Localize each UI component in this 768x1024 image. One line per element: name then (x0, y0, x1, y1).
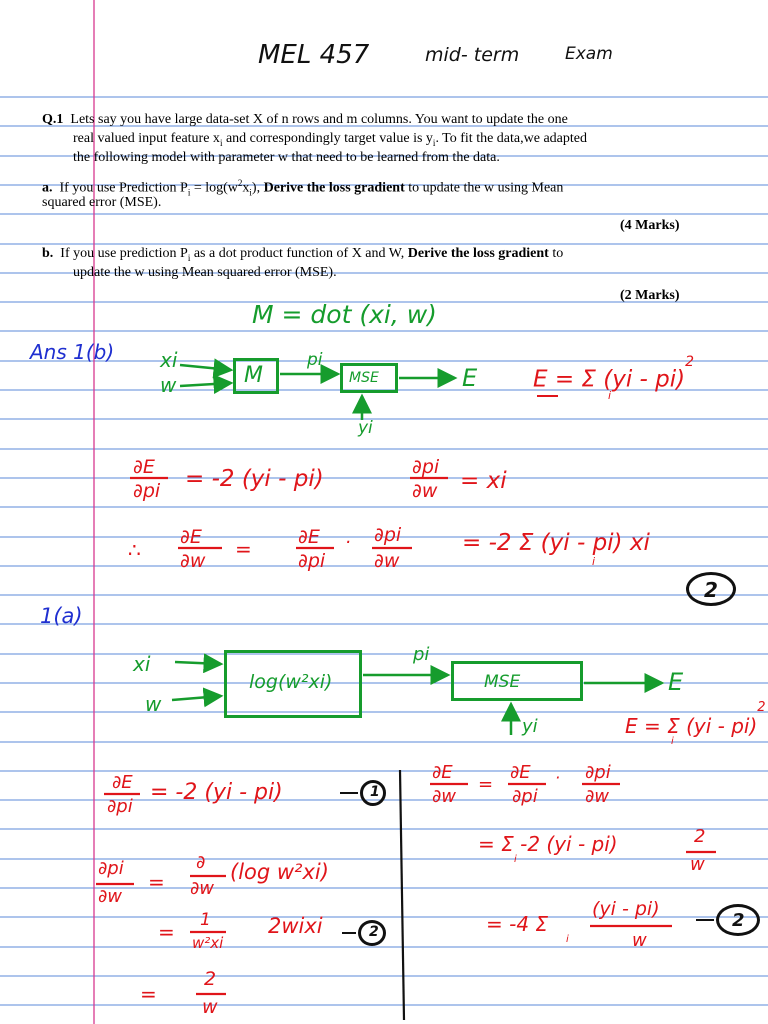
a-eq3-frac-den: w²xi (192, 934, 224, 952)
sub-i: i (219, 137, 223, 148)
intro-line2-c: . To fit the data,we adapted (435, 131, 587, 146)
diagram-a-box-log (224, 650, 362, 718)
a-right-dot: · (555, 768, 561, 787)
diagram-a-yi: yi (522, 716, 538, 737)
part-b-text1: If you use prediction P (60, 246, 188, 261)
diagram-b-output-e: E (462, 364, 478, 392)
diagram-a-input-x: xi (133, 652, 151, 676)
diagram-b-box-m (233, 358, 279, 394)
loss-a-sub: i (671, 736, 674, 747)
a-right-line3-den: w (632, 930, 647, 951)
a-right-line3: = -4 Σ (486, 912, 549, 936)
a-eq3-frac-num: 1 (200, 910, 211, 930)
a-right-num3: ∂pi (585, 762, 611, 783)
model-definition: M = dot (xi, w) (252, 300, 437, 329)
part-a-text1: If you use Prediction P (59, 180, 188, 196)
b-chain-result: = -2 Σ (yi - pi) xi (462, 530, 650, 556)
a-right-den1: ∂w (432, 786, 457, 807)
a-right-num1: ∂E (432, 762, 453, 783)
b-chain-den1: ∂w (180, 550, 206, 572)
part-b-text2: as a dot product function of X and W, (190, 246, 408, 261)
diagram-b-input-x: xi (160, 348, 178, 372)
sub-i: i (249, 187, 252, 198)
box-mse-a-label: MSE (484, 672, 521, 692)
course-title: MEL 457 (258, 40, 370, 70)
b-dpi-dw-den: ∂w (412, 480, 438, 502)
question-intro-line3: the following model with parameter w that need to be learned from the data. (73, 150, 500, 165)
a-right-num2: ∂E (510, 762, 531, 783)
a-eq3-rhs: 2wixi (268, 914, 323, 938)
question-number: Q.1 (42, 112, 64, 127)
box-log-label: log(w²xi) (249, 671, 333, 693)
a-right-score: 2 (732, 910, 745, 931)
a-eq1-den: ∂pi (107, 796, 133, 817)
a-eq3-tag: 2 (369, 924, 379, 940)
a-eq2-eq: = (148, 870, 165, 894)
b-chain-den3: ∂w (374, 550, 400, 572)
sup-2: 2 (237, 178, 243, 188)
a-eq2-rhs-num: ∂ (196, 852, 206, 873)
b-de-dpi-num: ∂E (133, 456, 155, 478)
a-right-line3-sub: i (566, 934, 569, 945)
diagram-a-box-mse (451, 661, 583, 701)
b-dpi-dw-rhs: = xi (460, 468, 507, 494)
a-eq4-eq: = (140, 982, 157, 1006)
b-chain-num3: ∂pi (374, 524, 402, 546)
answer-a-label: 1(a) (40, 604, 83, 628)
sub-i: i (432, 137, 436, 148)
a-eq1-tag-circle (360, 780, 386, 806)
question-intro-line1: Lets say you have large data-set X of n rows and m columns. You want to update the one (70, 112, 568, 127)
b-chain-dot: · (345, 532, 351, 553)
b-chain-result-sub: i (592, 555, 596, 568)
b-chain-eq: = (235, 537, 252, 561)
b-score: 2 (704, 578, 718, 602)
b-chain-num2: ∂E (298, 526, 320, 548)
a-eq1-num: ∂E (112, 772, 133, 793)
diagram-b-yi: yi (358, 418, 373, 438)
exam-title: mid- term (425, 44, 520, 66)
a-eq2-den: ∂w (98, 886, 123, 907)
diagram-b-pi: pi (307, 350, 323, 370)
part-b-bold: Derive the loss gradient (407, 246, 549, 261)
loss-b (533, 354, 695, 393)
loss-a (625, 700, 766, 738)
box-mse-label: MSE (349, 370, 379, 386)
part-a-marks: (4 Marks) (620, 218, 680, 233)
b-de-dpi-den: ∂pi (133, 480, 161, 502)
a-right-score-circle (716, 904, 760, 936)
part-a-bold: Derive the loss gradient (263, 180, 405, 196)
a-right-line2: = Σ -2 (yi - pi) (478, 832, 618, 856)
a-eq2-rhs: (log w²xi) (230, 860, 329, 884)
a-right-den2: ∂pi (512, 786, 538, 807)
loss-a-sup: 2 (757, 700, 766, 716)
part-a-text3: x (242, 180, 250, 196)
loss-a-text: E = Σ (yi - pi) (625, 714, 758, 738)
a-right-line2-frac-den: w (690, 854, 705, 875)
diagram-a-pi: pi (413, 644, 430, 665)
diagram-b-input-w: w (160, 373, 177, 397)
a-eq4-den: w (202, 996, 218, 1018)
a-right-line3-num: (yi - pi) (592, 898, 660, 920)
a-eq1-tag: 1 (370, 784, 380, 800)
b-dpi-dw-num: ∂pi (412, 456, 440, 478)
intro-line2-b: and correspondingly target value is y (222, 131, 433, 146)
a-eq2-rhs-den: ∂w (190, 878, 215, 899)
part-a-text2: = log(w (190, 180, 238, 196)
diagram-a-output-e: E (668, 668, 684, 696)
intro-line2-a: real valued input feature x (73, 131, 220, 146)
part-a-text5: to update the w using Mean (404, 180, 564, 196)
part-b-text3: to (548, 246, 564, 261)
b-therefore: ∴ (128, 538, 141, 562)
sub-i: i (187, 252, 191, 263)
a-right-eq: = (478, 774, 494, 795)
b-chain-den2: ∂pi (298, 550, 326, 572)
a-eq3-eq: = (158, 920, 175, 944)
diagram-b-box-mse (340, 363, 398, 393)
loss-b-sup: 2 (685, 354, 695, 370)
b-de-dpi-rhs: = -2 (yi - pi) (185, 466, 324, 492)
part-a-text4: ), (251, 180, 264, 196)
a-eq3-tag-circle (358, 920, 386, 946)
b-chain-num1: ∂E (180, 526, 202, 548)
part-b-label: b. (42, 246, 54, 261)
answer-b-label: Ans 1(b) (30, 340, 115, 364)
a-eq2-num: ∂pi (98, 858, 124, 879)
b-score-circle (686, 572, 736, 606)
part-b-marks: (2 Marks) (620, 288, 680, 303)
box-m-label: M (244, 363, 263, 388)
sub-i: i (187, 187, 191, 198)
question-intro (42, 110, 568, 129)
part-a-label: a. (42, 180, 53, 196)
exam-word: Exam (565, 44, 613, 64)
loss-b-text: E = Σ (yi - pi) (533, 366, 686, 393)
a-right-den3: ∂w (585, 786, 610, 807)
part-a-line2: squared error (MSE). (42, 195, 162, 210)
a-eq4-num: 2 (204, 968, 217, 990)
a-right-line2-sub: i (514, 854, 517, 865)
diagram-a-input-w: w (145, 692, 162, 716)
a-eq1-rhs: = -2 (yi - pi) (150, 780, 283, 805)
part-b-line2: update the w using Mean squared error (MSE). (73, 265, 337, 280)
a-right-line2-frac-num: 2 (694, 826, 706, 847)
loss-b-sub: i (608, 389, 612, 402)
